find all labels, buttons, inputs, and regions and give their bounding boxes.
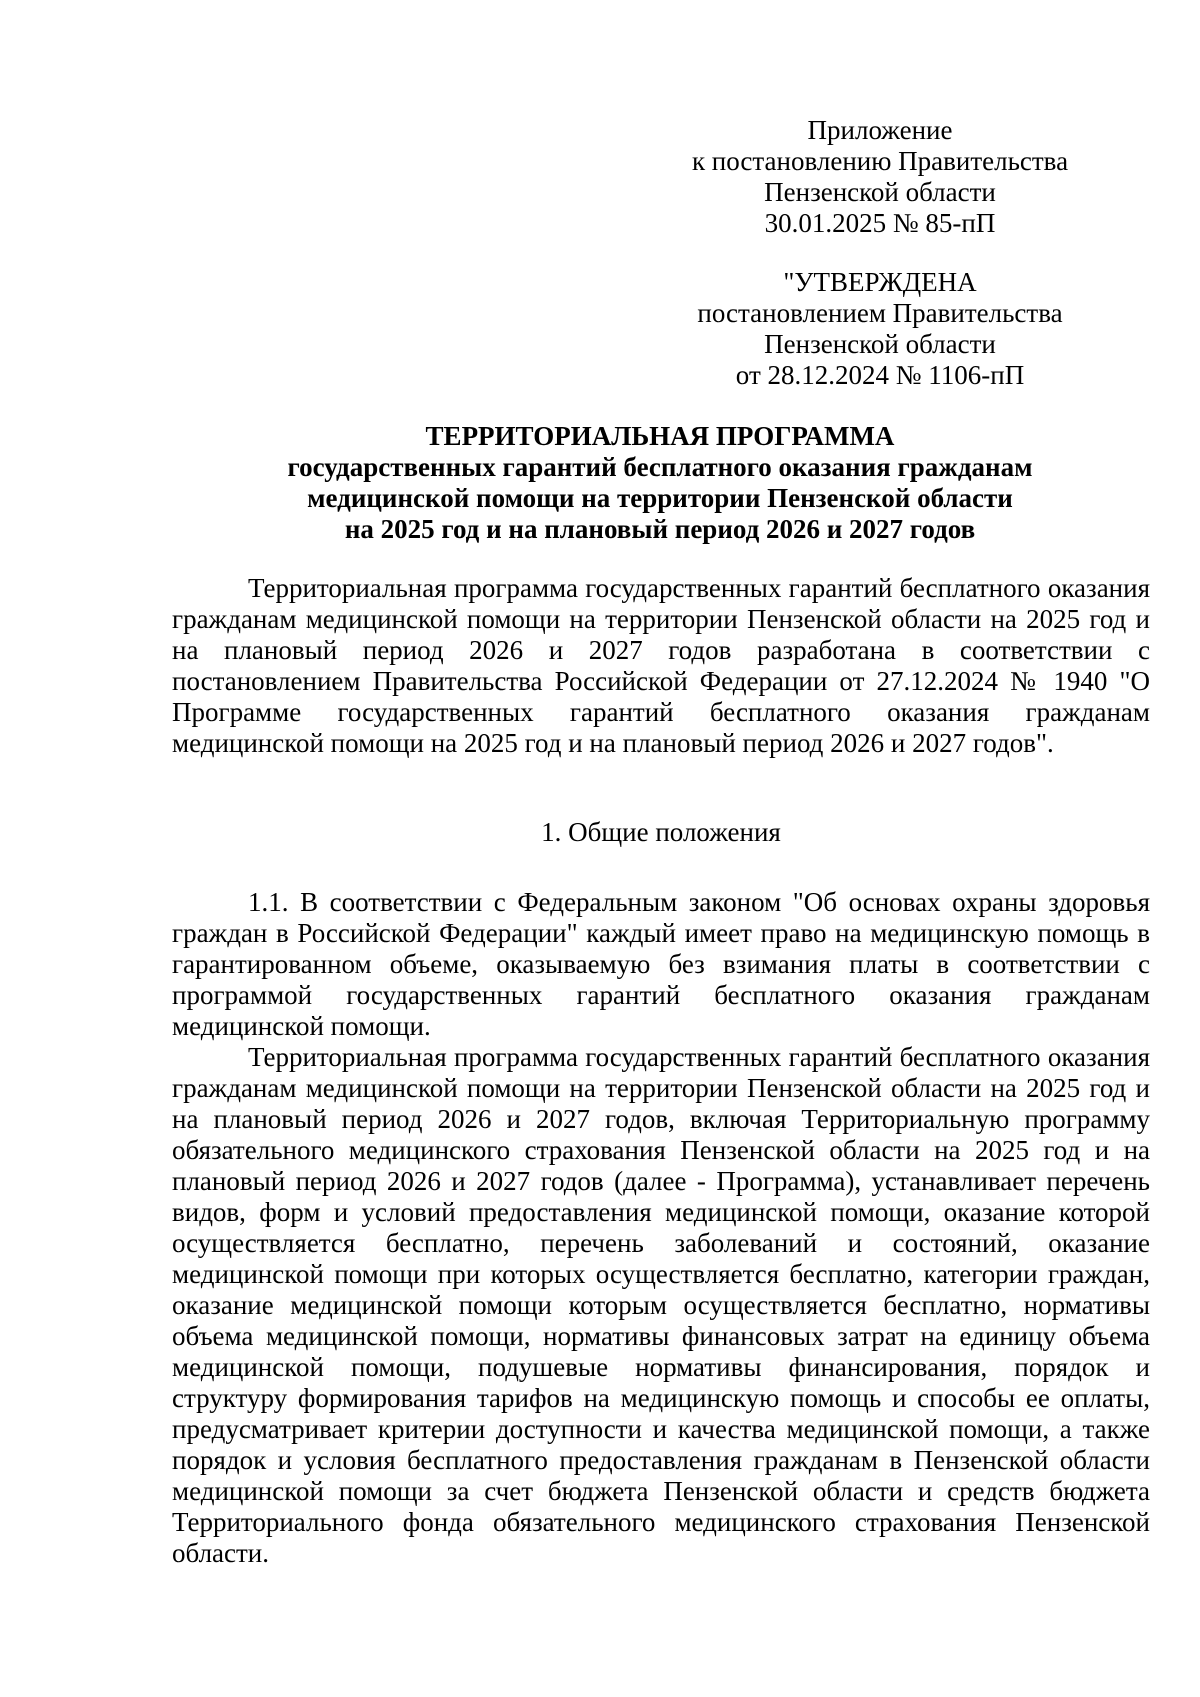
paragraph-program-scope: Территориальная программа государственных гарантий бесплатного оказания гражданам медицинской помощи на территории Пензенской области на 2025 год и на плановый период 2026 и 2027 годов, включая Территориальную программу обязательного медицинского страхования Пензенской области на 2025 год и на плановый период 2026 и 2027 годов (далее - Программа), устанавливает перечень видов, форм и условий предоставления медицинской помощи, оказание которой осуществляется бесплатно, перечень заболеваний и состояний, оказание медицинской помощи при которых осуществляется бесплатно, категории граждан, оказание медицинской помощи которым осуществляется бесплатно, нормативы объема медицинской помощи, нормативы финансовых затрат на единицу объема медицинской помощи, подушевые нормативы финансирования, порядок и структуру формирования тарифов на медицинскую помощь и способы ее оплаты, предусматривает критерии доступности и качества медицинской помощи, а также порядок и условия бесплатного предоставления гражданам в Пензенской области медицинской помощи за счет бюджета Пензенской области и средств бюджета Территориального фонда обязательного медицинского страхования Пензенской области. bbox=[172, 1042, 1150, 1568]
appendix-line-2: к постановлению Правительства bbox=[691, 146, 1069, 176]
title-line-4: на 2025 год и на плановый период 2026 и 2027 годов bbox=[344, 514, 976, 544]
document-title bbox=[170, 421, 1150, 545]
appendix-line-3: Пензенской области bbox=[764, 177, 996, 207]
approved-line-3: Пензенской области bbox=[764, 329, 996, 359]
title-line-2: государственных гарантий бесплатного оказания гражданам bbox=[287, 452, 1033, 482]
appendix-line-1: Приложение bbox=[807, 115, 953, 145]
title-line-1: ТЕРРИТОРИАЛЬНАЯ ПРОГРАММА bbox=[425, 421, 895, 451]
paragraph-1-1: 1.1. В соответствии с Федеральным законом "Об основах охраны здоровья граждан в Российской Федерации" каждый имеет право на медицинскую помощь в гарантированном объеме, оказываемую без взимания платы в соответствии с программой государственных гарантий бесплатного оказания гражданам медицинской помощи. bbox=[172, 887, 1150, 1041]
section-1-body bbox=[172, 887, 1150, 1569]
title-line-3: медицинской помощи на территории Пензенской области bbox=[307, 483, 1013, 513]
approved-line-1: "УТВЕРЖДЕНА bbox=[783, 267, 977, 297]
approved-line-2: постановлением Правительства bbox=[697, 298, 1063, 328]
appendix-line-4: 30.01.2025 № 85-пП bbox=[764, 208, 996, 238]
intro-paragraph: Территориальная программа государственных гарантий бесплатного оказания гражданам медицинской помощи на территории Пензенской области на 2025 год и на плановый период 2026 и 2027 годов разработана в соответствии с постановлением Правительства Российской Федерации от 27.12.2024 № 1940 "О Программе государственных гарантий бесплатного оказания гражданам медицинской помощи на 2025 год и на плановый период 2026 и 2027 годов". bbox=[172, 573, 1150, 758]
approved-line-4: от 28.12.2024 № 1106-пП bbox=[735, 360, 1025, 390]
intro-section bbox=[172, 573, 1150, 759]
approval-stamp-text bbox=[650, 267, 1110, 391]
section-heading: 1. Общие положения bbox=[541, 817, 781, 847]
appendix-header bbox=[650, 115, 1110, 239]
